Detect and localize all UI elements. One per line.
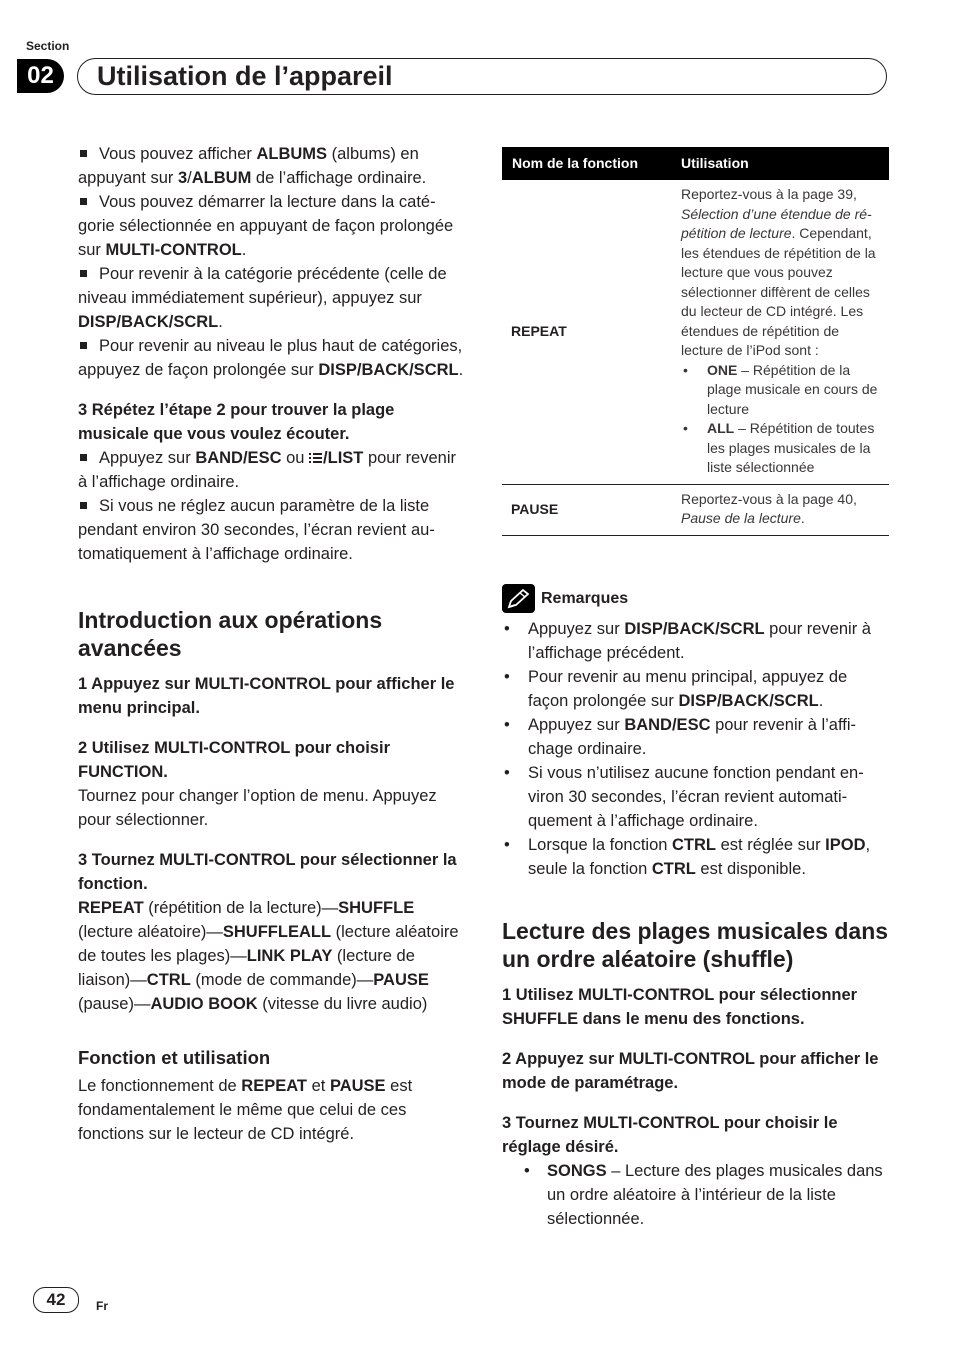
remarks-header	[502, 584, 890, 613]
list-icon	[309, 452, 322, 464]
language-label: Fr	[96, 1299, 108, 1313]
list-item: • Appuyez sur DISP/BACK/SCRL pour revenir à l’affichage précédent.	[502, 617, 890, 665]
step-1: 1 Appuyez sur MULTI-CONTROL pour afficher le menu principal.	[78, 675, 455, 717]
function-list: REPEAT (répétition de la lecture)—SHUFFLE (lecture aléatoire)—SHUFFLEALL (lecture aléatoire de toutes les plages)—LINK PLAY (lecture de liaison)—CTRL (mode de commande)—PAUSE (pause)—AUDIO BOOK (vitesse du livre audio)	[78, 899, 459, 1013]
right-column	[502, 584, 890, 1231]
square-bullet-icon	[80, 150, 87, 157]
square-bullet-icon	[80, 198, 87, 205]
list-item: • SONGS – Lecture des plages musicales dans un ordre aléatoire à l’intérieur de la liste sélectionnée.	[502, 1159, 890, 1231]
subheading-function-usage: Fonction et utilisation	[78, 1047, 271, 1068]
note-pencil-icon	[502, 584, 535, 613]
column-header-function-name: Nom de la fonction	[502, 147, 671, 180]
section-heading-intro: Introduction aux opérations avancées	[78, 607, 383, 661]
bullet-top-category: Pour revenir au niveau le plus haut de catégories, appuyez de façon prolongée sur DISP/BACK/SCRL.	[78, 337, 464, 379]
column-header-usage: Utilisation	[671, 147, 889, 180]
page-number: 42	[33, 1287, 79, 1313]
repeat-range-list	[681, 361, 881, 478]
list-item: • Lorsque la fonction CTRL est réglée sur IPOD, seule la fonction CTRL est disponible.	[502, 833, 890, 881]
section-heading-shuffle: Lecture des plages musicales dans un ordre aléatoire (shuffle)	[502, 918, 889, 972]
table-row	[502, 484, 889, 535]
list-item: • ALL – Répétition de toutes les plages musicales de la liste sélectionnée	[681, 419, 881, 478]
function-name-cell: REPEAT	[502, 180, 671, 484]
bullet-return-display: Appuyez sur BAND/ESC ou /LIST pour revenir à l’affichage ordinaire.	[78, 449, 457, 491]
section-number-badge: 02	[17, 59, 64, 93]
usage-cell: Reportez-vous à la page 39, Sélection d’une étendue de répétition de lecture. Cependant, les étendues de répétition de la lecture que vous pouvez sélectionner diffèrent de celles du lecteur de CD intégré. Les étendues de répétition de lecture de l’iPod sont : • ONE – Répétition de la plage musicale en cours de lecture • ALL – Répétition de toutes les plages musicales de la liste sélectionnée	[671, 180, 889, 484]
list-item: • Si vous n’utilisez aucune fonction pendant environ 30 secondes, l’écran revient automatiquement à l’affichage ordinaire.	[502, 761, 890, 833]
shuffle-step-2: 2 Appuyez sur MULTI-CONTROL pour afficher le mode de paramétrage.	[502, 1050, 879, 1092]
step-2: 2 Utilisez MULTI-CONTROL pour choisir FUNCTION.	[78, 739, 390, 781]
table-header-row	[502, 147, 889, 180]
square-bullet-icon	[80, 454, 87, 461]
bullet-start-playback: Vous pouvez démarrer la lecture dans la catégorie sélectionnée en appuyant de façon prolongée sur MULTI-CONTROL.	[78, 193, 454, 259]
shuffle-step-3: 3 Tournez MULTI-CONTROL pour choisir le réglage désiré.	[502, 1114, 838, 1156]
bullet-albums: Vous pouvez afficher ALBUMS (albums) en appuyant sur 3/ALBUM de l’affichage ordinaire.	[78, 145, 427, 187]
shuffle-options-list	[502, 1159, 890, 1231]
square-bullet-icon	[80, 270, 87, 277]
bullet-timeout: Si vous ne réglez aucun paramètre de la liste pendant environ 30 secondes, l’écran revient automatiquement à l’affichage ordinaire.	[78, 497, 435, 563]
usage-cell: Reportez-vous à la page 40, Pause de la lecture.	[671, 484, 889, 535]
table-row	[502, 180, 889, 484]
section-label: Section	[26, 39, 70, 53]
list-item: • Pour revenir au menu principal, appuyez de façon prolongée sur DISP/BACK/SCRL.	[502, 665, 890, 713]
list-item: • ONE – Répétition de la plage musicale en cours de lecture	[681, 361, 881, 420]
remarks-title: Remarques	[541, 589, 629, 607]
square-bullet-icon	[80, 342, 87, 349]
function-table	[502, 147, 889, 536]
bullet-previous-category: Pour revenir à la catégorie précédente (celle de niveau immédiatement supérieur), appuyez sur DISP/BACK/SCRL.	[78, 265, 447, 331]
list-item: • Appuyez sur BAND/ESC pour revenir à l’affichage ordinaire.	[502, 713, 890, 761]
shuffle-step-1: 1 Utilisez MULTI-CONTROL pour sélectionner SHUFFLE dans le menu des fonctions.	[502, 986, 858, 1028]
square-bullet-icon	[80, 502, 87, 509]
page-title: Utilisation de l’appareil	[97, 61, 393, 91]
function-name-cell: PAUSE	[502, 484, 671, 535]
step-3-title: 3 Répétez l’étape 2 pour trouver la plage musicale que vous voulez écouter.	[78, 401, 395, 443]
remarks-list	[502, 617, 890, 881]
left-column	[78, 142, 466, 1146]
step-3: 3 Tournez MULTI-CONTROL pour sélectionner la fonction.	[78, 851, 457, 893]
function-usage-body: Le fonctionnement de REPEAT et PAUSE est fondamentalement le même que celui de ces fonctions sur le lecteur de CD intégré.	[78, 1077, 413, 1143]
step-2-body: Tournez pour changer l’option de menu. Appuyez pour sélectionner.	[78, 787, 437, 829]
